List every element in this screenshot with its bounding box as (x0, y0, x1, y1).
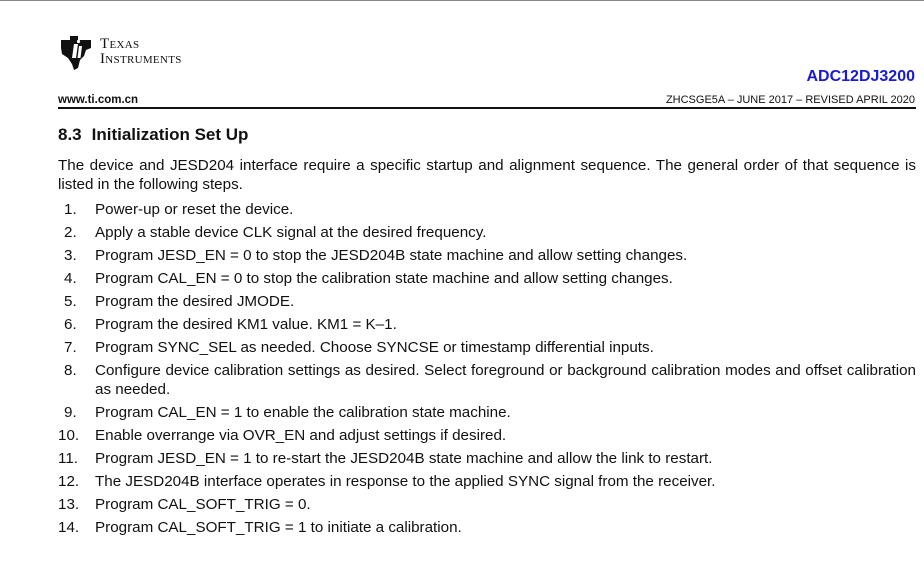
step-number: 11. (58, 450, 78, 467)
list-item (58, 403, 916, 422)
step-number: 2. (64, 224, 77, 241)
step-number: 10. (58, 427, 80, 444)
list-item (58, 495, 916, 514)
document-reference: ZHCSGE5A – JUNE 2017 – REVISED APRIL 2020 (665, 94, 915, 106)
step-text: Configure device calibration settings as desired. Select foreground or background calibration modes and offset calibration as needed. (95, 362, 916, 398)
list-item (58, 449, 916, 468)
step-text: Program the desired JMODE. (95, 293, 295, 310)
step-number: 1. (64, 201, 77, 218)
list-item (58, 292, 916, 311)
step-text: Program the desired KM1 value. KM1 = K–1. (95, 316, 397, 333)
header-divider (58, 107, 916, 109)
list-item (58, 315, 916, 334)
step-number: 14. (58, 519, 80, 536)
ti-logo (58, 34, 238, 72)
step-text: Program CAL_SOFT_TRIG = 1 to initiate a calibration. (95, 519, 462, 536)
step-number: 13. (58, 496, 80, 513)
step-number: 12. (58, 473, 80, 490)
list-item (58, 518, 916, 537)
list-item (58, 269, 916, 288)
step-text: Program CAL_EN = 1 to enable the calibration state machine. (95, 404, 511, 421)
brand-line-1: Texas (100, 36, 140, 52)
step-text: Program SYNC_SEL as needed. Choose SYNCSE or timestamp differential inputs. (95, 339, 654, 356)
website-link[interactable]: www.ti.com.cn (58, 94, 139, 106)
steps-list (58, 200, 916, 541)
list-item (58, 223, 916, 242)
step-text: Apply a stable device CLK signal at the desired frequency. (95, 224, 487, 241)
top-border (0, 0, 924, 1)
step-number: 6. (64, 316, 77, 333)
step-text: Program CAL_EN = 0 to stop the calibration state machine and allow setting changes. (95, 270, 673, 287)
ti-wordmark (100, 37, 182, 67)
step-text: Enable overrange via OVR_EN and adjust settings if desired. (95, 427, 507, 444)
step-number: 9. (64, 404, 77, 421)
intro-paragraph: The device and JESD204 interface require a specific startup and alignment sequence. The general order of that sequence is listed in the following steps. (58, 157, 916, 193)
product-number[interactable]: ADC12DJ3200 (806, 68, 915, 85)
step-text: Program JESD_EN = 1 to re-start the JESD204B state machine and allow the link to restart. (95, 450, 713, 467)
step-number: 4. (64, 270, 77, 287)
section-number: 8.3 (58, 125, 82, 144)
list-item (58, 472, 916, 491)
section-title: Initialization Set Up (91, 125, 249, 144)
step-text: Program CAL_SOFT_TRIG = 0. (95, 496, 311, 513)
list-item (58, 246, 916, 265)
step-number: 8. (64, 362, 77, 379)
step-number: 7. (64, 339, 77, 356)
brand-line-2: Instruments (100, 51, 182, 67)
step-text: Power-up or reset the device. (95, 201, 294, 218)
list-item (58, 338, 916, 357)
step-number: 5. (64, 293, 77, 310)
step-number: 3. (64, 247, 77, 264)
ti-logo-icon (58, 34, 94, 72)
list-item (58, 200, 916, 219)
list-item (58, 426, 916, 445)
section-heading (58, 125, 248, 145)
step-text: The JESD204B interface operates in response to the applied SYNC signal from the receiver. (95, 473, 716, 490)
step-text: Program JESD_EN = 0 to stop the JESD204B state machine and allow setting changes. (95, 247, 688, 264)
list-item (58, 361, 916, 399)
